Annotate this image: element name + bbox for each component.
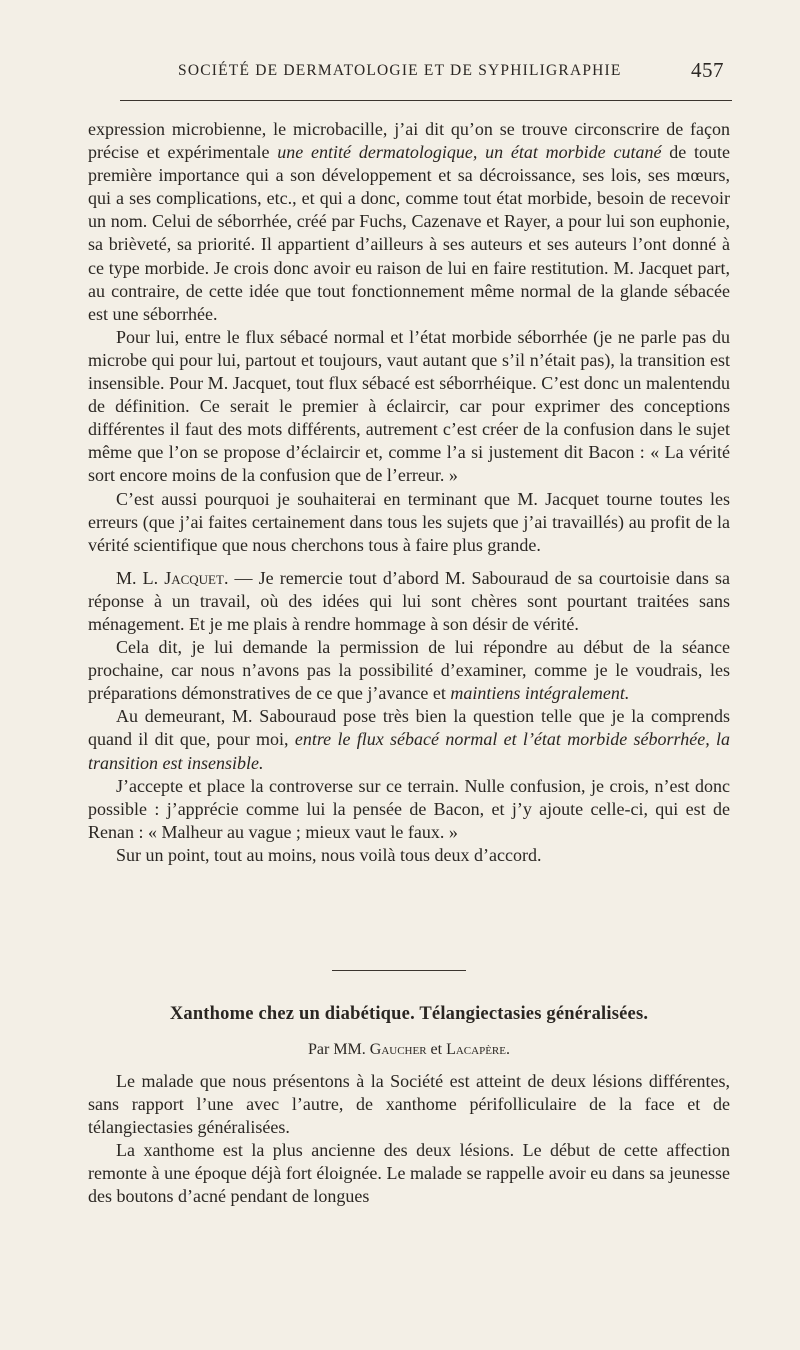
running-title: SOCIÉTÉ DE DERMATOLOGIE ET DE SYPHILIGRAPHIE: [178, 62, 622, 79]
byline-conjunction: et: [426, 1041, 447, 1058]
author-name: Lacapère: [446, 1041, 506, 1058]
text-run: Pour lui, entre le flux sébacé normal et l’état morbide séborrhée (je ne parle pas du microbe qui pour lui, partout et toujours, vaut autant que s’il n’était pas), la transition est insensible. Pour M. Jacquet, tout flux sébacé est séborrhéique. C’est donc un malentendu de définition. Ce serait le premier à éclaircir, car pour exprimer des conceptions différentes il faut des mots différents, autrement c’est créer de la confusion dans le sujet même que l’on se propose d’éclaircir et, comme l’a si justement dit Bacon : « La vérité sort encore moins de la confusion que de l’erreur. »: [88, 326, 730, 486]
paragraph: [88, 844, 730, 867]
paragraph: Le malade que nous présentons à la Société est atteint de deux lésions différentes, sans rapport l’une avec l’autre, de xanthome périfolliculaire de la face et de télangiectasies généralisées.: [88, 1071, 730, 1138]
discussion-text: [88, 118, 730, 867]
italic-text: maintiens intégralement.: [450, 683, 630, 704]
text-run: Cela dit, je lui demande la permission de lui répondre au début de la séance prochaine, car nous n’avons pas la possibilité d’examiner, comme je le voudrais, les préparations démonstratives de ce que j’avance et: [88, 637, 730, 704]
text-run: de toute première importance qui a son développement et sa décroissance, ses lois, ses mœurs, qui a ses complications, etc., et qui a donc, comme tout état morbide, besoin de recevoir un nom. Celui de séborrhée, créé par Fuchs, Cazenave et Rayer, a pour lui son euphonie, sa brièveté, sa priorité. Il appartient d’ailleurs à ses auteurs et ses auteurs l’ont donné à ce type morbide. Je crois donc avoir eu raison de lui en faire restitution. M. Jacquet part, au contraire, de cette idée que tout fonctionnement même normal de la glande sébacée est une séborrhée.: [88, 142, 731, 324]
text-run: Sur un point, tout au moins, nous voilà tous deux d’accord.: [116, 844, 542, 865]
speaker-name: Jacquet: [164, 567, 224, 588]
article-title: Xanthome chez un diabétique. Télangiectasies généralisées.: [169, 1004, 649, 1024]
paragraph: [88, 636, 730, 705]
header-rule: [120, 100, 732, 101]
section-divider: [332, 970, 466, 971]
author-name: Gaucher: [369, 1041, 427, 1058]
byline-suffix: .: [506, 1041, 510, 1058]
text-run: . — Je remercie tout d’abord M. Sabouraud de sa courtoisie dans sa réponse à un travail, où des idées qui lui sont chères sont pourtant traitées sans ménagement. Et je me plais à rendre hommage à son désir de vérité.: [88, 567, 730, 634]
text-run: C’est aussi pourquoi je souhaiterai en terminant que M. Jacquet tourne toutes les erreurs (que j’ai faites certainement dans tous les sujets que j’ai travaillés) au profit de la vérité scientifique que nous cherchons tous à faire plus grande.: [88, 488, 730, 555]
text-run: J’accepte et place la controverse sur ce terrain. Nulle confusion, je crois, n’est donc possible : j’apprécie comme lui la pensée de Bacon, et j’y ajoute celle-ci, qui est de Renan : « Malheur au vague ; mieux vaut le faux. »: [88, 775, 730, 842]
paragraph: [88, 775, 730, 844]
text-run: Au demeurant, M. Sabouraud pose très bien la question telle que je la comprends quand il dit que, pour moi,: [88, 706, 730, 750]
article-byline: [88, 1041, 730, 1059]
text-run: expression microbienne, le microbacille, j’ai dit qu’on se trouve circonscrire de façon précise et expérimentale: [88, 119, 730, 163]
paragraph: [88, 326, 730, 488]
paragraph: [88, 567, 730, 636]
paragraph: [88, 488, 730, 557]
text-run: M. L.: [116, 567, 165, 588]
italic-text: une entité dermatologique, un état morbide cutané: [277, 142, 662, 163]
paragraph: [88, 118, 730, 326]
italic-text: entre le flux sébacé normal et l’état morbide séborrhée, la transition est insensible.: [88, 729, 730, 773]
article-text: [88, 1070, 730, 1209]
paragraph: [88, 705, 730, 774]
paragraph: La xanthome est la plus ancienne des deux lésions. Le début de cette affection remonte à une époque déjà fort éloignée. Le malade se rappelle avoir eu dans sa jeunesse des boutons d’acné pendant de longues: [88, 1140, 730, 1207]
page-number: 457: [691, 58, 724, 82]
byline-prefix: Par MM.: [307, 1041, 370, 1058]
running-head: [118, 58, 730, 92]
